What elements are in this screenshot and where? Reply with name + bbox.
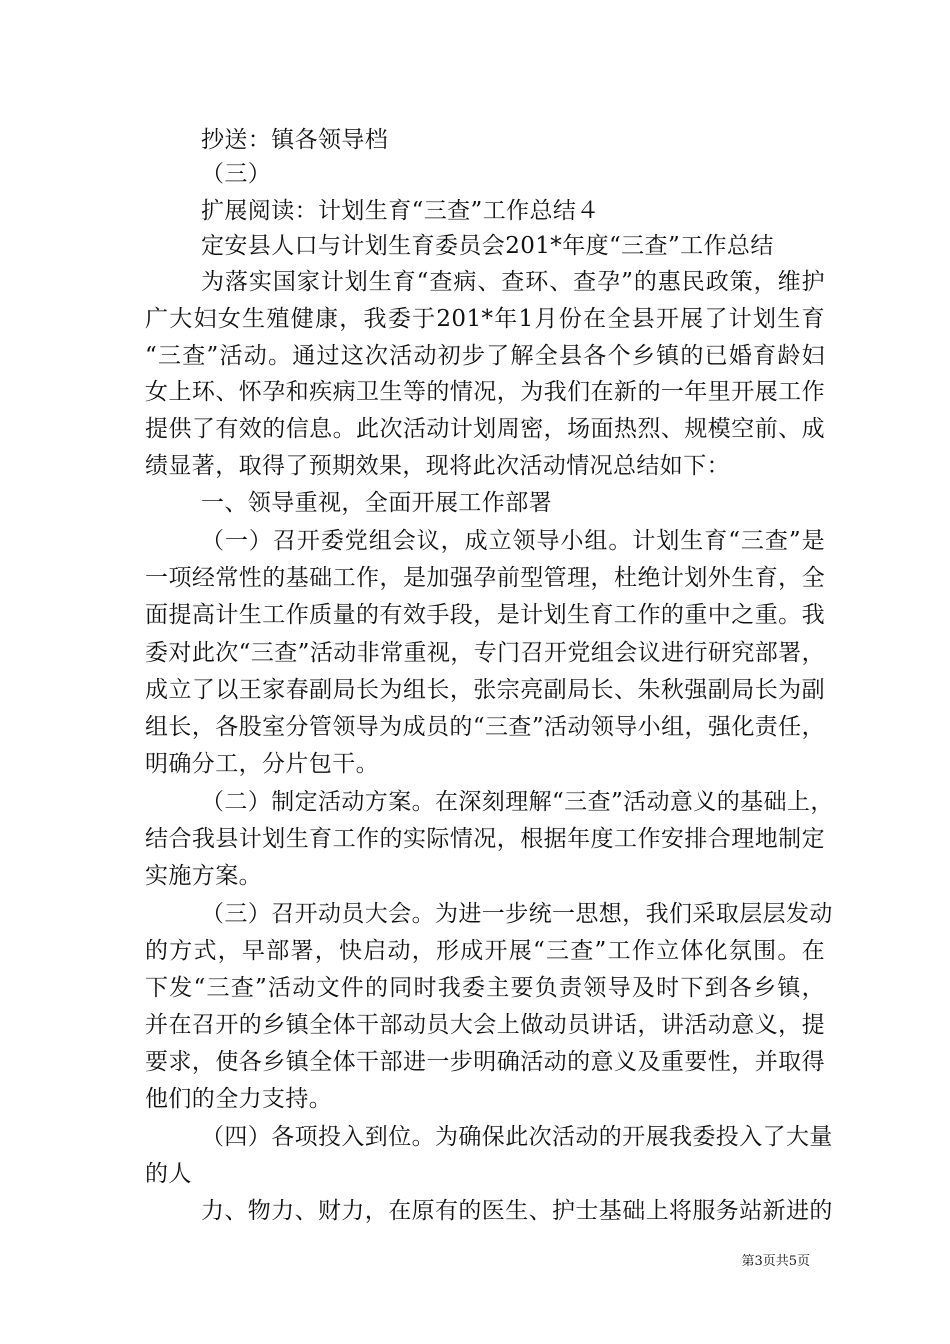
paragraph-line: 结合我县计划生育工作的实际情况，根据年度工作安排合理地制定: [145, 826, 825, 852]
section-heading: 一、领导重视，全面开展工作部署: [201, 490, 552, 516]
paragraph-line: （四）各项投入到位。为确保此次活动的开展我委投入了大量: [201, 1124, 833, 1150]
page-number: 第3页共5页: [741, 1254, 810, 1269]
paragraph-line: 组长，各股室分管领导为成员的“三查”活动领导小组，强化责任，: [145, 714, 825, 740]
paragraph-line: 一项经常性的基础工作，是加强孕前型管理，杜绝计划外生育，全: [145, 565, 825, 591]
report-title: 定安县人口与计划生育委员会201*年度“三查”工作总结: [201, 233, 774, 259]
paragraph-line: 为落实国家计划生育“查病、查环、查孕”的惠民政策，维护: [201, 269, 825, 295]
further-reading-title: 扩展阅读：计划生育“三查”工作总结４: [201, 198, 600, 224]
paragraph-line: 绩显著，取得了预期效果，现将此次活动情况总结如下：: [145, 453, 730, 479]
cc-line: 抄送：镇各领导档: [201, 127, 389, 153]
paragraph-line: 他们的全力支持。: [145, 1086, 333, 1112]
paragraph-line: 实施方案。: [145, 863, 262, 889]
paragraph-line: 力、物力、财力，在原有的医生、护士基础上将服务站新进的: [201, 1198, 833, 1224]
paragraph-line: 女上环、怀孕和疾病卫生等的情况，为我们在新的一年里开展工作: [145, 379, 825, 405]
paragraph-line: 广大妇女生殖健康，我委于201*年1月份在全县开展了计划生育: [145, 306, 825, 332]
paragraph-line: （二）制定活动方案。在深刻理解“三查”活动意义的基础上，: [201, 789, 834, 815]
paragraph-line: 面提高计生工作质量的有效手段，是计划生育工作的重中之重。我: [145, 602, 825, 628]
paragraph-line: 的人: [145, 1161, 192, 1187]
paragraph-line: “三查”活动。通过这次活动初步了解全县各个乡镇的已婚育龄妇: [145, 343, 825, 369]
paragraph-line: 的方式，早部署，快启动，形成开展“三查”工作立体化氛围。在: [145, 938, 825, 964]
paragraph-line: 明确分工，分片包干。: [145, 751, 379, 777]
paragraph-line: 要求，使各乡镇全体干部进一步明确活动的意义及重要性，并取得: [145, 1049, 825, 1075]
paragraph-line: （三）召开动员大会。为进一步统一思想，我们采取层层发动: [201, 901, 833, 927]
paragraph-line: 成立了以王家春副局长为组长，张宗亮副局长、朱秋强副局长为副: [145, 677, 825, 703]
paragraph-line: 提供了有效的信息。此次活动计划周密，场面热烈、规模空前、成: [145, 416, 825, 442]
paragraph-line: 委对此次“三查”活动非常重视，专门召开党组会议进行研究部署，: [145, 640, 825, 666]
paragraph-line: 并在召开的乡镇全体干部动员大会上做动员讲话，讲活动意义，提: [145, 1012, 825, 1038]
paragraph-line: 下发“三查”活动文件的同时我委主要负责领导及时下到各乡镇，: [145, 975, 825, 1001]
section-marker: （三）: [201, 161, 272, 187]
paragraph-line: （一）召开委党组会议，成立领导小组。计划生育“三查”是: [201, 528, 825, 554]
